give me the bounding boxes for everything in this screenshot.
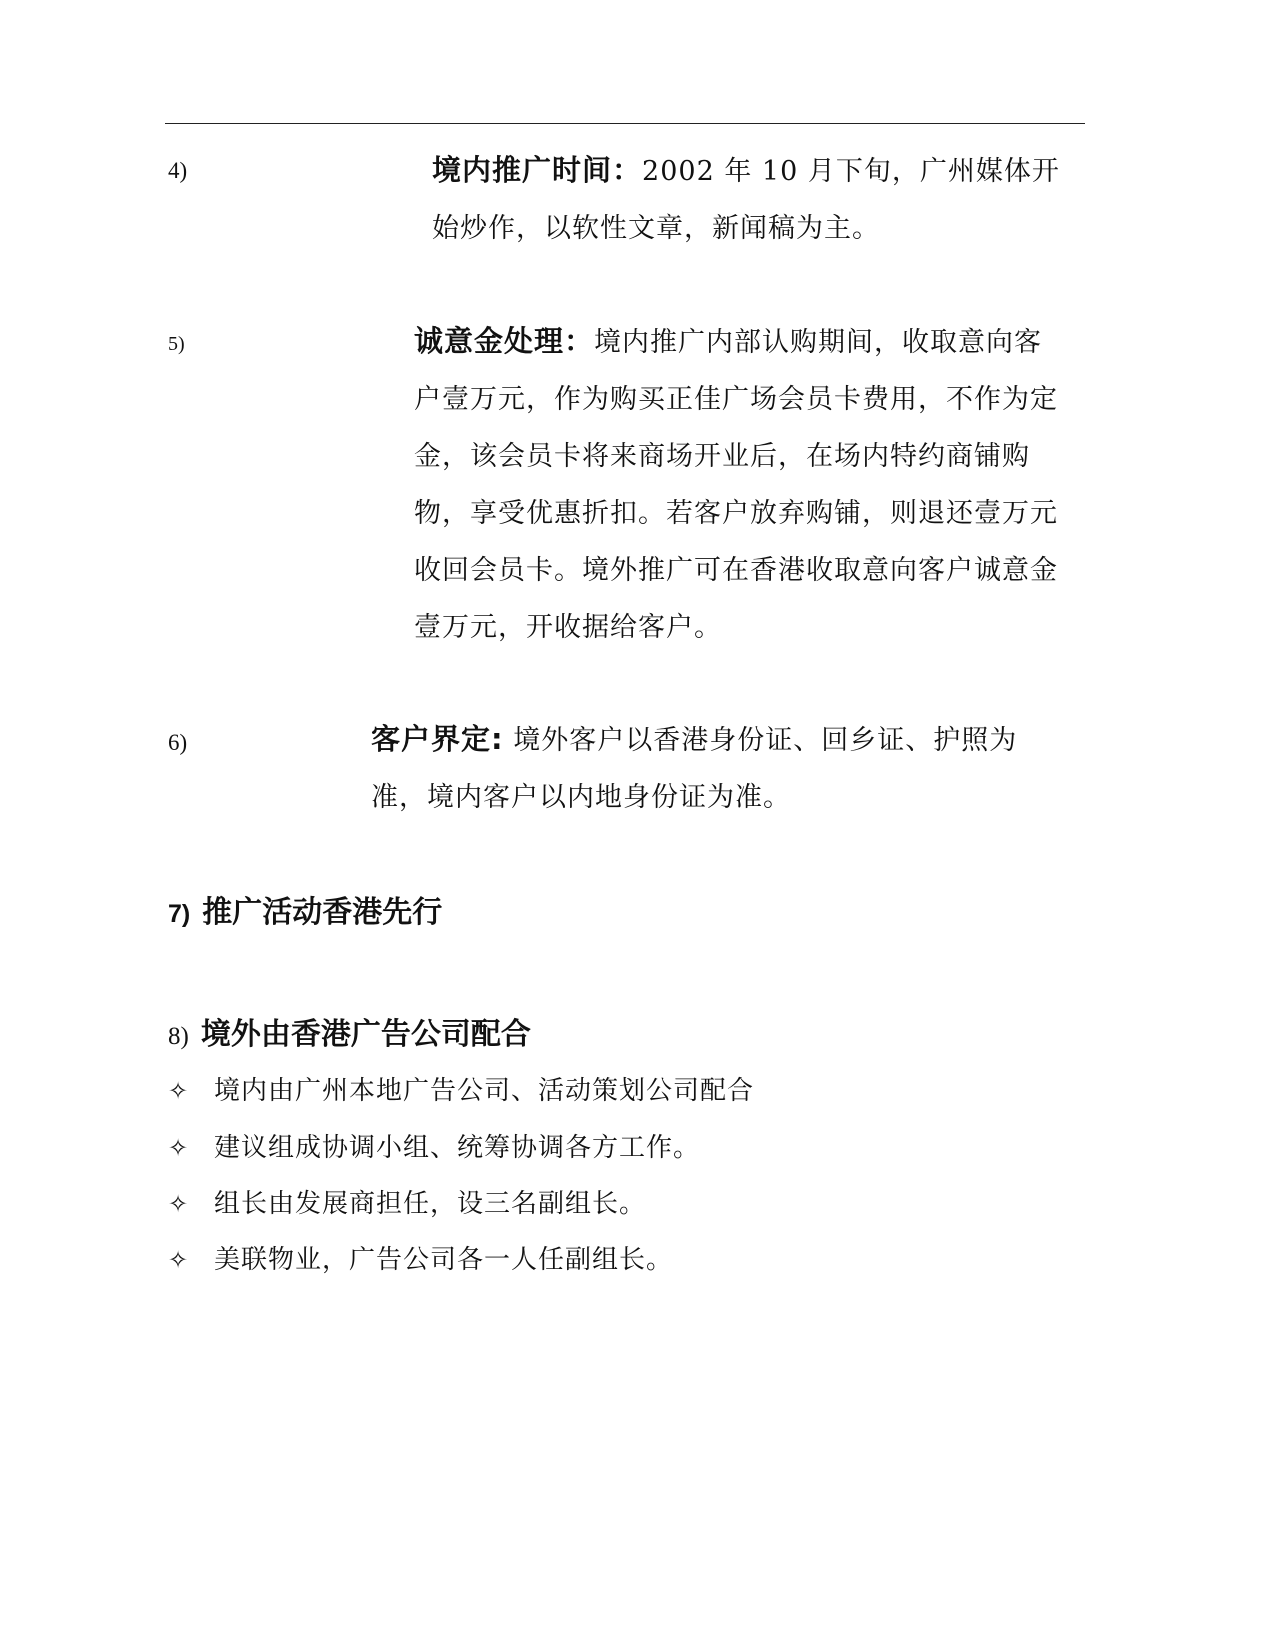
item-6-text: 境外客户以香港身份证、回乡证、护照为准，境内客户以内地身份证为准。 [371, 725, 1018, 813]
list-item-text: 境内由广州本地广告公司、活动策划公司配合 [214, 1076, 755, 1106]
list-item-text: 组长由发展商担任，设三名副组长。 [214, 1189, 647, 1219]
item-4-paragraph [432, 142, 1068, 257]
list-item [168, 1183, 646, 1220]
item-number-4: 4) [168, 158, 188, 183]
list-item-text: 建议组成协调小组、统筹协调各方工作。 [214, 1133, 701, 1163]
item-6-separator: : [491, 722, 504, 756]
sparkle-bullet-icon: ✧ [168, 1246, 190, 1274]
section-heading-8 [168, 1009, 531, 1053]
item-4-separator: ： [612, 153, 643, 187]
item-4-text: 2002 年 10 月下旬，广州媒体开始炒作，以软性文章，新闻稿为主。 [432, 156, 1060, 244]
list-item [168, 1127, 700, 1164]
section-7-title: 推广活动香港先行 [202, 895, 443, 930]
header-rule [165, 123, 1085, 124]
list-item [168, 1239, 673, 1276]
item-number-6: 6) [168, 730, 188, 755]
list-item [168, 1070, 754, 1107]
list-item-text: 美联物业，广告公司各一人任副组长。 [214, 1245, 674, 1275]
item-5-text: 境内推广内部认购期间，收取意向客户壹万元，作为购买正佳广场会员卡费用，不作为定金，该会员卡将来商场开业后，在场内特约商铺购物，享受优惠折扣。若客户放弃购铺，则退还壹万元收回会员卡。境外推广可在香港收取意向客户诚意金壹万元，开收据给客户。 [414, 327, 1058, 643]
section-8-number: 8) [168, 1023, 189, 1050]
item-4-heading: 境内推广时间 [432, 153, 613, 187]
item-5-separator: ： [564, 324, 595, 358]
item-number-5: 5) [168, 333, 185, 355]
section-heading-7 [168, 887, 442, 931]
item-6-paragraph [371, 711, 1068, 826]
item-6-heading: 客户界定 [371, 722, 492, 756]
sparkle-bullet-icon: ✧ [168, 1134, 190, 1162]
sparkle-bullet-icon: ✧ [168, 1190, 190, 1218]
section-8-title: 境外由香港广告公司配合 [200, 1017, 531, 1052]
item-5-paragraph [414, 313, 1068, 656]
item-5-heading: 诚意金处理 [414, 324, 565, 358]
section-7-number: 7) [168, 900, 191, 928]
sparkle-bullet-icon: ✧ [168, 1077, 190, 1105]
